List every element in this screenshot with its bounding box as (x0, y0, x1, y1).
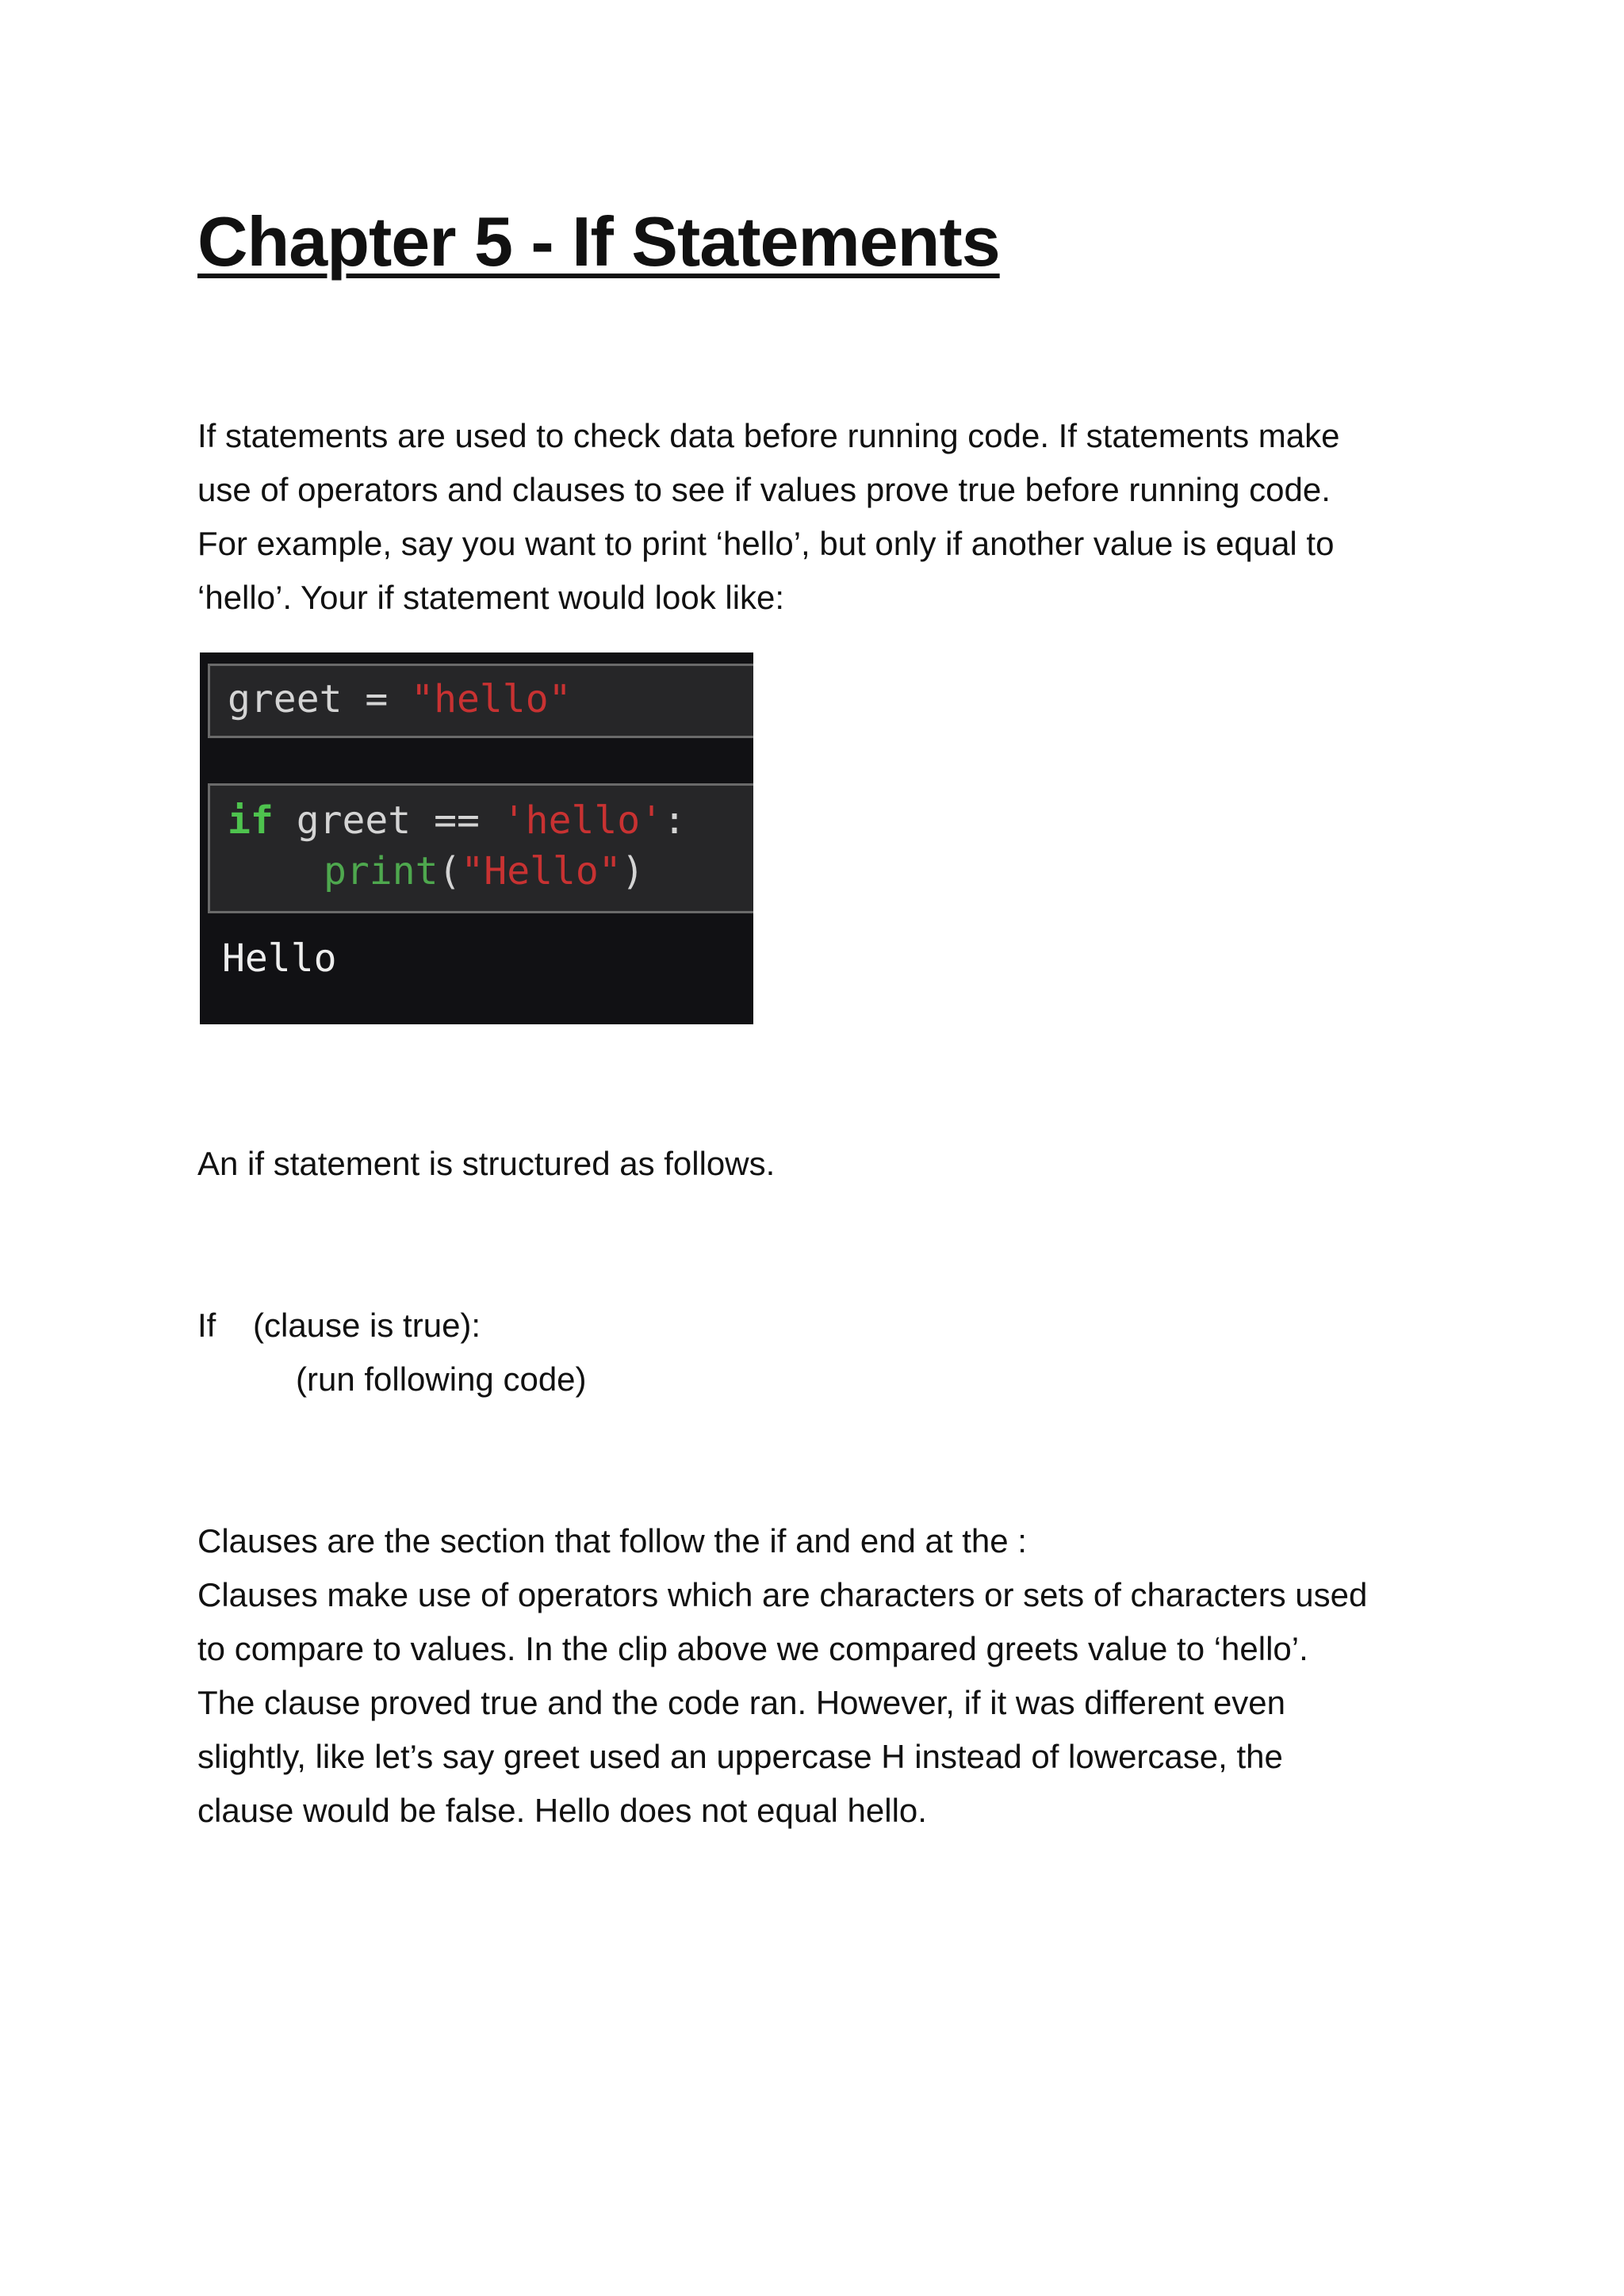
code-cell-assignment (208, 664, 753, 738)
code-variable: greet (228, 677, 343, 721)
syntax-block (197, 1299, 1434, 1406)
clauses-line: Clauses are the section that follow the if and end at the : (197, 1522, 1027, 1559)
code-string: 'hello' (502, 798, 664, 843)
intro-line: use of operators and clauses to see if values prove true before running code. (197, 471, 1331, 508)
syntax-clause: (clause is true): (253, 1307, 481, 1344)
code-condition: greet == (273, 798, 503, 843)
code-paren: ( (438, 849, 462, 894)
code-line-if (228, 798, 686, 843)
code-cell-if (208, 783, 753, 913)
code-keyword: if (228, 798, 274, 843)
code-line-assignment (228, 677, 572, 721)
code-paren: ) (621, 849, 645, 894)
code-screenshot (200, 652, 753, 1024)
intro-line: ‘hello’. Your if statement would look like: (197, 579, 785, 616)
syntax-line-body: (run following code) (296, 1360, 587, 1398)
clauses-line: clause would be false. Hello does not equal hello. (197, 1792, 927, 1829)
syntax-keyword: If (197, 1307, 216, 1344)
code-function: print (324, 849, 439, 894)
clauses-paragraph (197, 1514, 1434, 1838)
code-colon: : (663, 798, 686, 843)
intro-paragraph (197, 409, 1434, 625)
code-string: "hello" (411, 677, 572, 721)
intro-line: If statements are used to check data before running code. If statements make (197, 417, 1340, 454)
code-output: Hello (222, 936, 337, 981)
syntax-line-clause (197, 1299, 1434, 1353)
clauses-line: Clauses make use of operators which are characters or sets of characters used (197, 1576, 1368, 1613)
structure-intro-text: An if statement is structured as follows. (197, 1145, 776, 1182)
intro-line: For example, say you want to print ‘hello’, but only if another value is equal to (197, 525, 1335, 562)
code-string: "Hello" (461, 849, 622, 894)
clauses-line: slightly, like let’s say greet used an uppercase H instead of lowercase, the (197, 1738, 1283, 1775)
page-title: Chapter 5 - If Statements (197, 202, 1000, 281)
clauses-line: to compare to values. In the clip above we compared greets value to ‘hello’. (197, 1630, 1308, 1667)
clauses-line: The clause proved true and the code ran. However, if it was different even (197, 1684, 1286, 1721)
code-operator: = (342, 677, 412, 721)
code-line-print (324, 849, 645, 894)
